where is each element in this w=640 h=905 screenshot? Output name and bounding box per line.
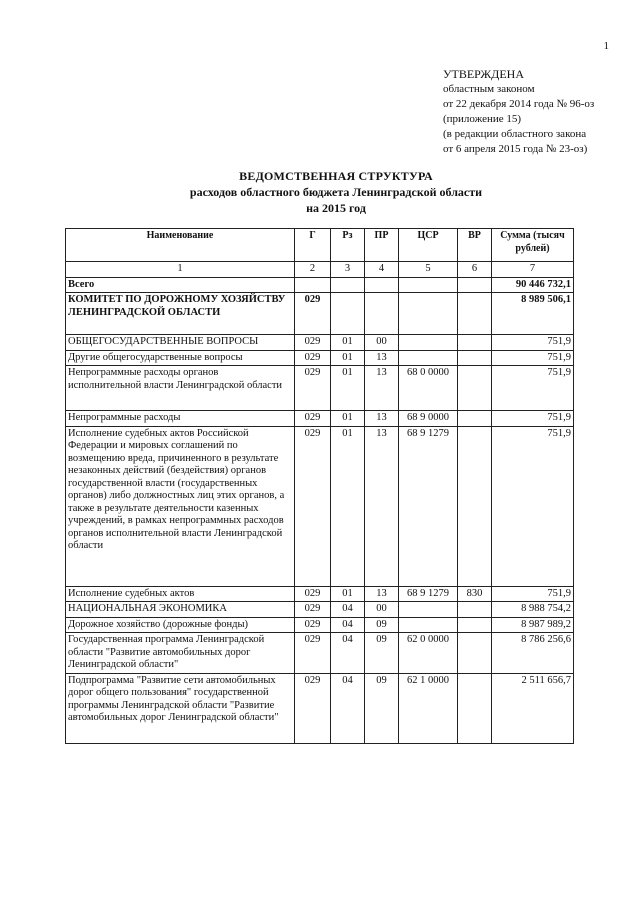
cell-name: Непрограммные расходы органов исполнительной власти Ленинградской области <box>66 366 295 411</box>
cell-sum: 751,9 <box>492 350 574 366</box>
cell-name: Другие общегосударственные вопросы <box>66 350 295 366</box>
cell-pr: 00 <box>365 602 399 618</box>
table-row <box>66 426 574 586</box>
cell-csr: 68 0 0000 <box>399 366 458 411</box>
cell-vr <box>458 350 492 366</box>
title-line-2: расходов областного бюджета Ленинградской области <box>189 185 483 199</box>
approval-line: (в редакции областного закона <box>443 128 587 140</box>
cell-g: 029 <box>295 586 331 602</box>
index-row <box>66 262 574 278</box>
approval-stamp <box>443 67 633 157</box>
table-row <box>66 617 574 633</box>
cell-vr <box>458 335 492 351</box>
budget-table <box>65 228 574 744</box>
index-cell: 4 <box>365 262 399 278</box>
cell-vr <box>458 617 492 633</box>
cell-vr <box>458 633 492 674</box>
cell-vr <box>458 293 492 335</box>
cell-name: КОМИТЕТ ПО ДОРОЖНОМУ ХОЗЯЙСТВУ ЛЕНИНГРАДСКОЙ ОБЛАСТИ <box>66 293 295 335</box>
cell-csr: 62 0 0000 <box>399 633 458 674</box>
cell-g: 029 <box>295 617 331 633</box>
header-sum: Сумма (тысяч рублей) <box>492 229 574 262</box>
cell-g: 029 <box>295 633 331 674</box>
cell-sum: 8 988 754,2 <box>492 602 574 618</box>
cell-rz: 04 <box>331 673 365 743</box>
cell-vr <box>458 366 492 411</box>
cell-g: 029 <box>295 366 331 411</box>
cell-csr <box>399 335 458 351</box>
cell-rz: 01 <box>331 366 365 411</box>
approval-title: УТВЕРЖДЕНА <box>443 67 525 81</box>
header-rz: Рз <box>331 229 365 262</box>
cell-name: Государственная программа Ленинградской области "Развитие автомобильных дорог Ленинградской области" <box>66 633 295 674</box>
cell-rz: 04 <box>331 617 365 633</box>
table-row <box>66 586 574 602</box>
cell-g: 029 <box>295 602 331 618</box>
cell-pr: 09 <box>365 633 399 674</box>
cell-vr <box>458 426 492 586</box>
cell-vr <box>458 602 492 618</box>
cell-vr <box>458 411 492 427</box>
table-header-row <box>66 229 574 262</box>
cell-sum: 751,9 <box>492 335 574 351</box>
cell-sum: 90 446 732,1 <box>492 277 574 293</box>
approval-line: (приложение 15) <box>443 113 522 125</box>
cell-name: Дорожное хозяйство (дорожные фонды) <box>66 617 295 633</box>
cell-g <box>295 277 331 293</box>
header-vr: ВР <box>458 229 492 262</box>
cell-name: Подпрограмма "Развитие сети автомобильных дорог общего пользования" государственной программы Ленинградской области "Развитие автомобильных дорог Ленинградской области" <box>66 673 295 743</box>
index-cell: 5 <box>399 262 458 278</box>
cell-vr <box>458 277 492 293</box>
index-cell: 1 <box>66 262 295 278</box>
table-row <box>66 277 574 293</box>
header-g: Г <box>295 229 331 262</box>
page-number: 1 <box>603 40 609 52</box>
cell-rz: 01 <box>331 411 365 427</box>
cell-g: 029 <box>295 335 331 351</box>
cell-name: Исполнение судебных актов Российской Федерации и мировых соглашений по возмещению вреда, причиненного в результате незаконных действий (бездействия) органов государственной власти (государственных органов) либо должностных лиц этих органов, а также в результате деятельности казенных учреждений, в рамках непрограммных расходов органов исполнительной власти Ленинградской области <box>66 426 295 586</box>
cell-name: Всего <box>66 277 295 293</box>
cell-rz: 04 <box>331 602 365 618</box>
cell-rz: 01 <box>331 586 365 602</box>
table-row <box>66 350 574 366</box>
cell-vr <box>458 673 492 743</box>
cell-rz: 04 <box>331 633 365 674</box>
cell-rz <box>331 293 365 335</box>
cell-name: НАЦИОНАЛЬНАЯ ЭКОНОМИКА <box>66 602 295 618</box>
cell-csr <box>399 617 458 633</box>
table-row <box>66 335 574 351</box>
table-row <box>66 602 574 618</box>
index-cell: 3 <box>331 262 365 278</box>
table-row <box>66 366 574 411</box>
cell-g: 029 <box>295 426 331 586</box>
cell-csr: 68 9 0000 <box>399 411 458 427</box>
cell-csr <box>399 602 458 618</box>
cell-sum: 751,9 <box>492 366 574 411</box>
cell-sum: 8 786 256,6 <box>492 633 574 674</box>
document-title <box>66 168 606 216</box>
cell-g: 029 <box>295 673 331 743</box>
cell-pr: 13 <box>365 586 399 602</box>
cell-csr: 68 9 1279 <box>399 426 458 586</box>
index-cell: 6 <box>458 262 492 278</box>
approval-line: от 6 апреля 2015 года № 23-оз) <box>443 143 588 155</box>
cell-csr: 68 9 1279 <box>399 586 458 602</box>
cell-pr: 09 <box>365 617 399 633</box>
index-cell: 7 <box>492 262 574 278</box>
cell-sum: 751,9 <box>492 411 574 427</box>
cell-rz <box>331 277 365 293</box>
cell-g: 029 <box>295 293 331 335</box>
table-row <box>66 633 574 674</box>
table-row <box>66 411 574 427</box>
cell-csr <box>399 350 458 366</box>
header-name: Наименование <box>66 229 295 262</box>
cell-pr: 13 <box>365 350 399 366</box>
cell-vr: 830 <box>458 586 492 602</box>
cell-sum: 2 511 656,7 <box>492 673 574 743</box>
cell-rz: 01 <box>331 350 365 366</box>
cell-name: Исполнение судебных актов <box>66 586 295 602</box>
index-cell: 2 <box>295 262 331 278</box>
cell-g: 029 <box>295 350 331 366</box>
title-line-1: ВЕДОМСТВЕННАЯ СТРУКТУРА <box>239 169 433 183</box>
cell-csr: 62 1 0000 <box>399 673 458 743</box>
cell-g: 029 <box>295 411 331 427</box>
cell-name: Непрограммные расходы <box>66 411 295 427</box>
cell-csr <box>399 293 458 335</box>
title-line-3: на 2015 год <box>306 201 366 215</box>
header-csr: ЦСР <box>399 229 458 262</box>
approval-line: областным законом <box>443 83 535 95</box>
cell-sum: 751,9 <box>492 426 574 586</box>
header-pr: ПР <box>365 229 399 262</box>
table-row <box>66 293 574 335</box>
cell-pr <box>365 293 399 335</box>
cell-sum: 8 989 506,1 <box>492 293 574 335</box>
cell-pr: 00 <box>365 335 399 351</box>
table-row <box>66 673 574 743</box>
cell-pr: 13 <box>365 411 399 427</box>
cell-pr: 13 <box>365 366 399 411</box>
cell-name: ОБЩЕГОСУДАРСТВЕННЫЕ ВОПРОСЫ <box>66 335 295 351</box>
cell-pr: 09 <box>365 673 399 743</box>
cell-rz: 01 <box>331 335 365 351</box>
cell-rz: 01 <box>331 426 365 586</box>
approval-line: от 22 декабря 2014 года № 96-оз <box>443 98 595 110</box>
cell-pr <box>365 277 399 293</box>
cell-sum: 751,9 <box>492 586 574 602</box>
cell-sum: 8 987 989,2 <box>492 617 574 633</box>
cell-csr <box>399 277 458 293</box>
cell-pr: 13 <box>365 426 399 586</box>
